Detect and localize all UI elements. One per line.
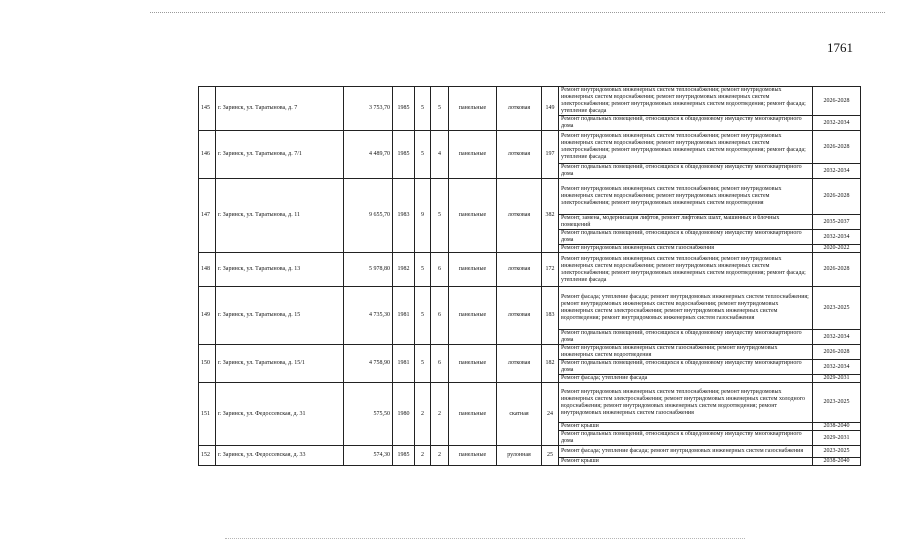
address-cell: г. Заринск, ул. Федоссевская, д. 33 xyxy=(216,446,344,466)
work-period-cell: 2038-2040 xyxy=(813,458,861,466)
work-description-cell: Ремонт внутридомовых инженерных систем теплоснабжения; ремонт внутридомовых инженерных систем водоснабжения; ремонт внутридомовых инженерных систем электроснабжения; ремонт внутридомовых инженерных систем водоотведения xyxy=(559,179,813,215)
house-number: 147 xyxy=(199,179,216,253)
year-cell: 1983 xyxy=(393,179,415,253)
house-number: 151 xyxy=(199,383,216,446)
work-period-cell: 2032-2034 xyxy=(813,116,861,131)
address-cell: г. Заринск, ул. Федоссевская, д. 31 xyxy=(216,383,344,446)
address-cell: г. Заринск, ул. Таратынова, д. 7 xyxy=(216,87,344,131)
apartments-cell: 382 xyxy=(542,179,559,253)
apartments-cell: 149 xyxy=(542,87,559,131)
walls-material-cell: панельные xyxy=(449,287,497,345)
apartments-cell: 182 xyxy=(542,345,559,383)
table-row xyxy=(199,253,861,287)
table-row xyxy=(199,345,861,360)
apartments-cell: 25 xyxy=(542,446,559,466)
table-body xyxy=(199,87,861,466)
work-description-cell: Ремонт крыши xyxy=(559,423,813,431)
roof-type-cell: лотковая xyxy=(497,345,542,383)
table-row xyxy=(199,446,861,458)
apartments-cell: 24 xyxy=(542,383,559,446)
top-scan-rule xyxy=(150,12,885,13)
apartments-cell: 197 xyxy=(542,131,559,179)
walls-material-cell: панельные xyxy=(449,345,497,383)
work-period-cell: 2026-2028 xyxy=(813,345,861,360)
entrances-cell: 4 xyxy=(431,131,449,179)
work-period-cell: 2023-2025 xyxy=(813,446,861,458)
work-period-cell: 2035-2037 xyxy=(813,215,861,230)
year-cell: 1980 xyxy=(393,383,415,446)
floors-cell: 5 xyxy=(415,87,431,131)
area-cell: 9 655,70 xyxy=(344,179,393,253)
work-period-cell: 2020-2022 xyxy=(813,245,861,253)
floors-cell: 2 xyxy=(415,383,431,446)
table-row xyxy=(199,131,861,164)
area-cell: 3 753,70 xyxy=(344,87,393,131)
table-row xyxy=(199,383,861,423)
floors-cell: 9 xyxy=(415,179,431,253)
roof-type-cell: скатная xyxy=(497,383,542,446)
work-description-cell: Ремонт подвальных помещений, относящихся к общедомовому имуществу многоквартирного дома xyxy=(559,116,813,131)
floors-cell: 5 xyxy=(415,345,431,383)
house-number: 148 xyxy=(199,253,216,287)
apartments-cell: 172 xyxy=(542,253,559,287)
work-description-cell: Ремонт фасада; утепление фасада xyxy=(559,375,813,383)
work-description-cell: Ремонт, замена, модернизация лифтов, ремонт лифтовых шахт, машинных и блочных помещений xyxy=(559,215,813,230)
work-description-cell: Ремонт подвальных помещений, относящихся к общедомовому имуществу многоквартирного дома xyxy=(559,431,813,446)
year-cell: 1981 xyxy=(393,345,415,383)
work-description-cell: Ремонт внутридомовых инженерных систем газоснабжения; ремонт внутридомовых инженерных систем водоотведения xyxy=(559,345,813,360)
repair-schedule-table xyxy=(198,86,861,466)
house-number: 146 xyxy=(199,131,216,179)
address-cell: г. Заринск, ул. Таратынова, д. 7/1 xyxy=(216,131,344,179)
work-description-cell: Ремонт внутридомовых инженерных систем теплоснабжения; ремонт внутридомовых инженерных систем электроснабжения; ремонт внутридомовых инженерных систем холодного водоснабжения; ремонт внутридомовых инженерных систем водоотведения; ремонт внутридомовых инженерных систем газоснабжения xyxy=(559,383,813,423)
area-cell: 4 735,30 xyxy=(344,287,393,345)
entrances-cell: 6 xyxy=(431,253,449,287)
work-period-cell: 2029-2031 xyxy=(813,431,861,446)
floors-cell: 5 xyxy=(415,131,431,179)
year-cell: 1981 xyxy=(393,287,415,345)
apartments-cell: 183 xyxy=(542,287,559,345)
roof-type-cell: лотковая xyxy=(497,253,542,287)
floors-cell: 2 xyxy=(415,446,431,466)
roof-type-cell: лотковая xyxy=(497,87,542,131)
work-period-cell: 2026-2028 xyxy=(813,87,861,116)
address-cell: г. Заринск, ул. Таратынова, д. 15/1 xyxy=(216,345,344,383)
work-description-cell: Ремонт подвальных помещений, относящихся к общедомовому имуществу многоквартирного дома xyxy=(559,230,813,245)
work-period-cell: 2029-2031 xyxy=(813,375,861,383)
bottom-scan-rule xyxy=(225,538,745,539)
work-period-cell: 2023-2025 xyxy=(813,287,861,330)
table-row xyxy=(199,179,861,215)
work-description-cell: Ремонт крыши xyxy=(559,458,813,466)
work-period-cell: 2026-2028 xyxy=(813,253,861,287)
work-period-cell: 2032-2034 xyxy=(813,360,861,375)
roof-type-cell: лотковая xyxy=(497,131,542,179)
entrances-cell: 2 xyxy=(431,446,449,466)
area-cell: 575,50 xyxy=(344,383,393,446)
work-description-cell: Ремонт подвальных помещений, относящихся к общедомовому имуществу многоквартирного дома xyxy=(559,330,813,345)
work-description-cell: Ремонт подвальных помещений, относящихся к общедомовому имуществу многоквартирного дома xyxy=(559,164,813,179)
year-cell: 1985 xyxy=(393,87,415,131)
area-cell: 5 978,80 xyxy=(344,253,393,287)
work-period-cell: 2032-2034 xyxy=(813,230,861,245)
address-cell: г. Заринск, ул. Таратынова, д. 15 xyxy=(216,287,344,345)
work-description-cell: Ремонт внутридомовых инженерных систем теплоснабжения; ремонт внутридомовых инженерных систем водоснабжения; ремонт внутридомовых инженерных систем электроснабжения; ремонт внутридомовых инженерных систем водоотведения; ремонт фасада; утепление фасада xyxy=(559,87,813,116)
walls-material-cell: панельные xyxy=(449,253,497,287)
floors-cell: 5 xyxy=(415,253,431,287)
work-description-cell: Ремонт внутридомовых инженерных систем газоснабжения xyxy=(559,245,813,253)
table-row xyxy=(199,287,861,330)
year-cell: 1982 xyxy=(393,253,415,287)
walls-material-cell: панельные xyxy=(449,87,497,131)
page-number: 1761 xyxy=(827,40,853,55)
entrances-cell: 6 xyxy=(431,345,449,383)
area-cell: 4 489,70 xyxy=(344,131,393,179)
walls-material-cell: панельные xyxy=(449,446,497,466)
work-description-cell: Ремонт фасада; утепление фасада; ремонт внутридомовых инженерных систем теплоснабжения; ремонт внутридомовых инженерных систем водоснабжения; ремонт внутридомовых инженерных систем электроснабжения; ремонт внутридомовых инженерных систем водоотведения; ремонт внутридомовых инженерных систем газоснабжения xyxy=(559,287,813,330)
area-cell: 4 758,90 xyxy=(344,345,393,383)
walls-material-cell: панельные xyxy=(449,383,497,446)
work-period-cell: 2026-2028 xyxy=(813,179,861,215)
house-number: 150 xyxy=(199,345,216,383)
address-cell: г. Заринск, ул. Таратынова, д. 11 xyxy=(216,179,344,253)
work-period-cell: 2032-2034 xyxy=(813,330,861,345)
table-row xyxy=(199,87,861,116)
work-period-cell: 2038-2040 xyxy=(813,423,861,431)
address-cell: г. Заринск, ул. Таратынова, д. 13 xyxy=(216,253,344,287)
work-period-cell: 2032-2034 xyxy=(813,164,861,179)
entrances-cell: 2 xyxy=(431,383,449,446)
house-number: 145 xyxy=(199,87,216,131)
work-period-cell: 2023-2025 xyxy=(813,383,861,423)
work-description-cell: Ремонт подвальных помещений, относящихся к общедомовому имуществу многоквартирного дома xyxy=(559,360,813,375)
entrances-cell: 5 xyxy=(431,87,449,131)
roof-type-cell: лотковая xyxy=(497,287,542,345)
roof-type-cell: рулонная xyxy=(497,446,542,466)
roof-type-cell: лотковая xyxy=(497,179,542,253)
walls-material-cell: панельные xyxy=(449,131,497,179)
work-description-cell: Ремонт фасада; утепление фасада; ремонт внутридомовых инженерных систем газоснабжения xyxy=(559,446,813,458)
entrances-cell: 5 xyxy=(431,179,449,253)
work-description-cell: Ремонт внутридомовых инженерных систем теплоснабжения; ремонт внутридомовых инженерных систем водоснабжения; ремонт внутридомовых инженерных систем электроснабжения; ремонт внутридомовых инженерных систем водоотведения; ремонт фасада; утепление фасада xyxy=(559,131,813,164)
year-cell: 1985 xyxy=(393,446,415,466)
year-cell: 1985 xyxy=(393,131,415,179)
walls-material-cell: панельные xyxy=(449,179,497,253)
work-period-cell: 2026-2028 xyxy=(813,131,861,164)
floors-cell: 5 xyxy=(415,287,431,345)
house-number: 149 xyxy=(199,287,216,345)
work-description-cell: Ремонт внутридомовых инженерных систем теплоснабжения; ремонт внутридомовых инженерных систем водоснабжения; ремонт внутридомовых инженерных систем электроснабжения; ремонт внутридомовых инженерных систем водоотведения; ремонт фасада; утепление фасада xyxy=(559,253,813,287)
area-cell: 574,30 xyxy=(344,446,393,466)
house-number: 152 xyxy=(199,446,216,466)
entrances-cell: 6 xyxy=(431,287,449,345)
